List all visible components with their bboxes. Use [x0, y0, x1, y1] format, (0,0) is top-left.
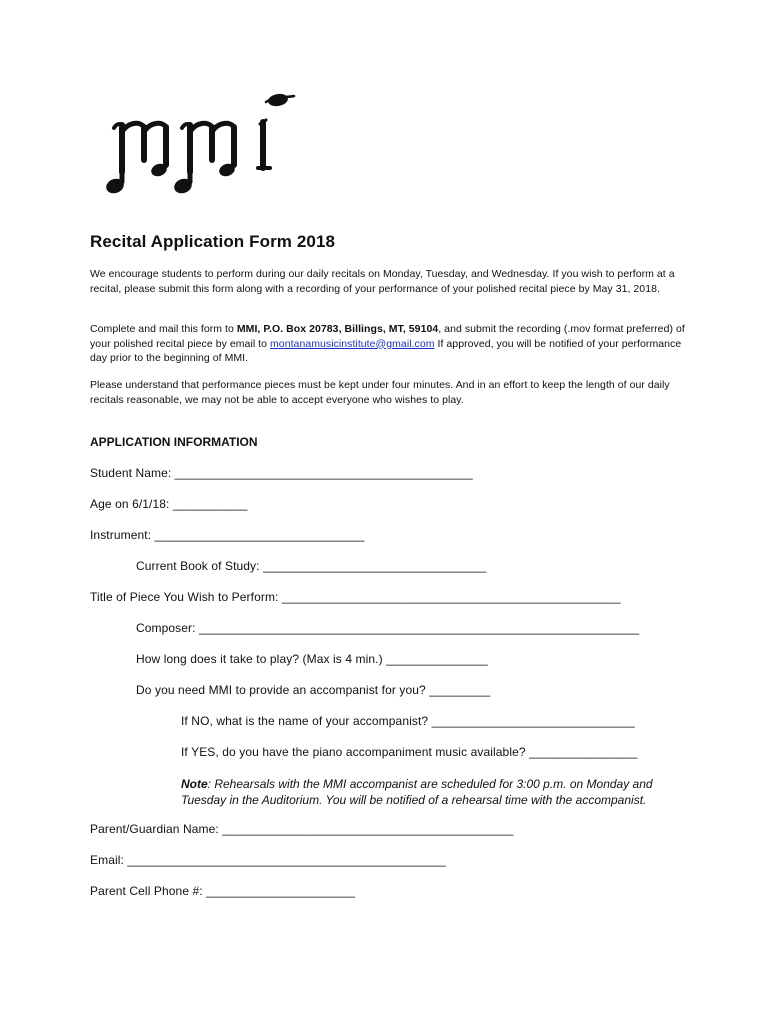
rehearsal-note: [181, 776, 701, 808]
age-field[interactable]: Age on 6/1/18: ___________: [90, 497, 248, 511]
parent-phone-field[interactable]: Parent Cell Phone #: ______________________: [90, 884, 356, 898]
form-title: Recital Application Form 2018: [90, 232, 336, 251]
time-limit-paragraph: Please understand that performance pieces must be kept under four minutes. And in an effort to keep the length of our daily recitals reasonable, we may not be able to accept everyone who wishes to play.: [90, 379, 670, 406]
student-name-field[interactable]: Student Name: ____________________________________________: [90, 466, 473, 480]
intro-paragraph: We encourage students to perform during our daily recitals on Monday, Tuesday, and Wednesday. If you wish to perform at a recital, please submit this form along with a recording of your performance of your polished recital piece by May 31, 2018.: [90, 268, 675, 295]
contact-email-link[interactable]: montanamusicinstitute@gmail.com: [270, 337, 435, 350]
duration-field[interactable]: How long does it take to play? (Max is 4 min.) _______________: [136, 652, 488, 666]
email-field[interactable]: Email: _______________________________________________: [90, 853, 446, 867]
current-book-field[interactable]: Current Book of Study: _________________________________: [136, 559, 487, 573]
piece-title-field[interactable]: Title of Piece You Wish to Perform: __________________________________________________: [90, 590, 621, 604]
instrument-field[interactable]: Instrument: _______________________________: [90, 528, 365, 542]
parent-name-field[interactable]: Parent/Guardian Name: ___________________________________________: [90, 822, 514, 836]
mail-prefix: Complete and mail this form to: [90, 323, 237, 335]
accompanist-name-field[interactable]: If NO, what is the name of your accompanist? ______________________________: [181, 714, 635, 728]
mail-middle: , and submit the recording (.mov format preferred) of your polished recital piece by email to: [90, 323, 685, 350]
mail-suffix: If approved, you will be notified of your performance day prior to the beginning of MMI.: [90, 337, 682, 364]
accompanist-needed-field[interactable]: Do you need MMI to provide an accompanist for you? _________: [136, 683, 491, 697]
note-label: Note: [181, 777, 208, 791]
mailing-address: MMI, P.O. Box 20783, Billings, MT, 59104: [236, 323, 439, 335]
mail-instructions-paragraph: [90, 322, 690, 366]
piano-music-field[interactable]: If YES, do you have the piano accompaniment music available? ________________: [181, 745, 638, 759]
note-text: : Rehearsals with the MMI accompanist are scheduled for 3:00 p.m. on Monday and Tuesday in the Auditorium. You will be notified of a rehearsal time with the accompanist.: [181, 777, 653, 807]
composer-field[interactable]: Composer: _________________________________________________________________: [136, 621, 640, 635]
mmi-logo: [100, 90, 300, 205]
application-info-heading: APPLICATION INFORMATION: [90, 435, 258, 449]
